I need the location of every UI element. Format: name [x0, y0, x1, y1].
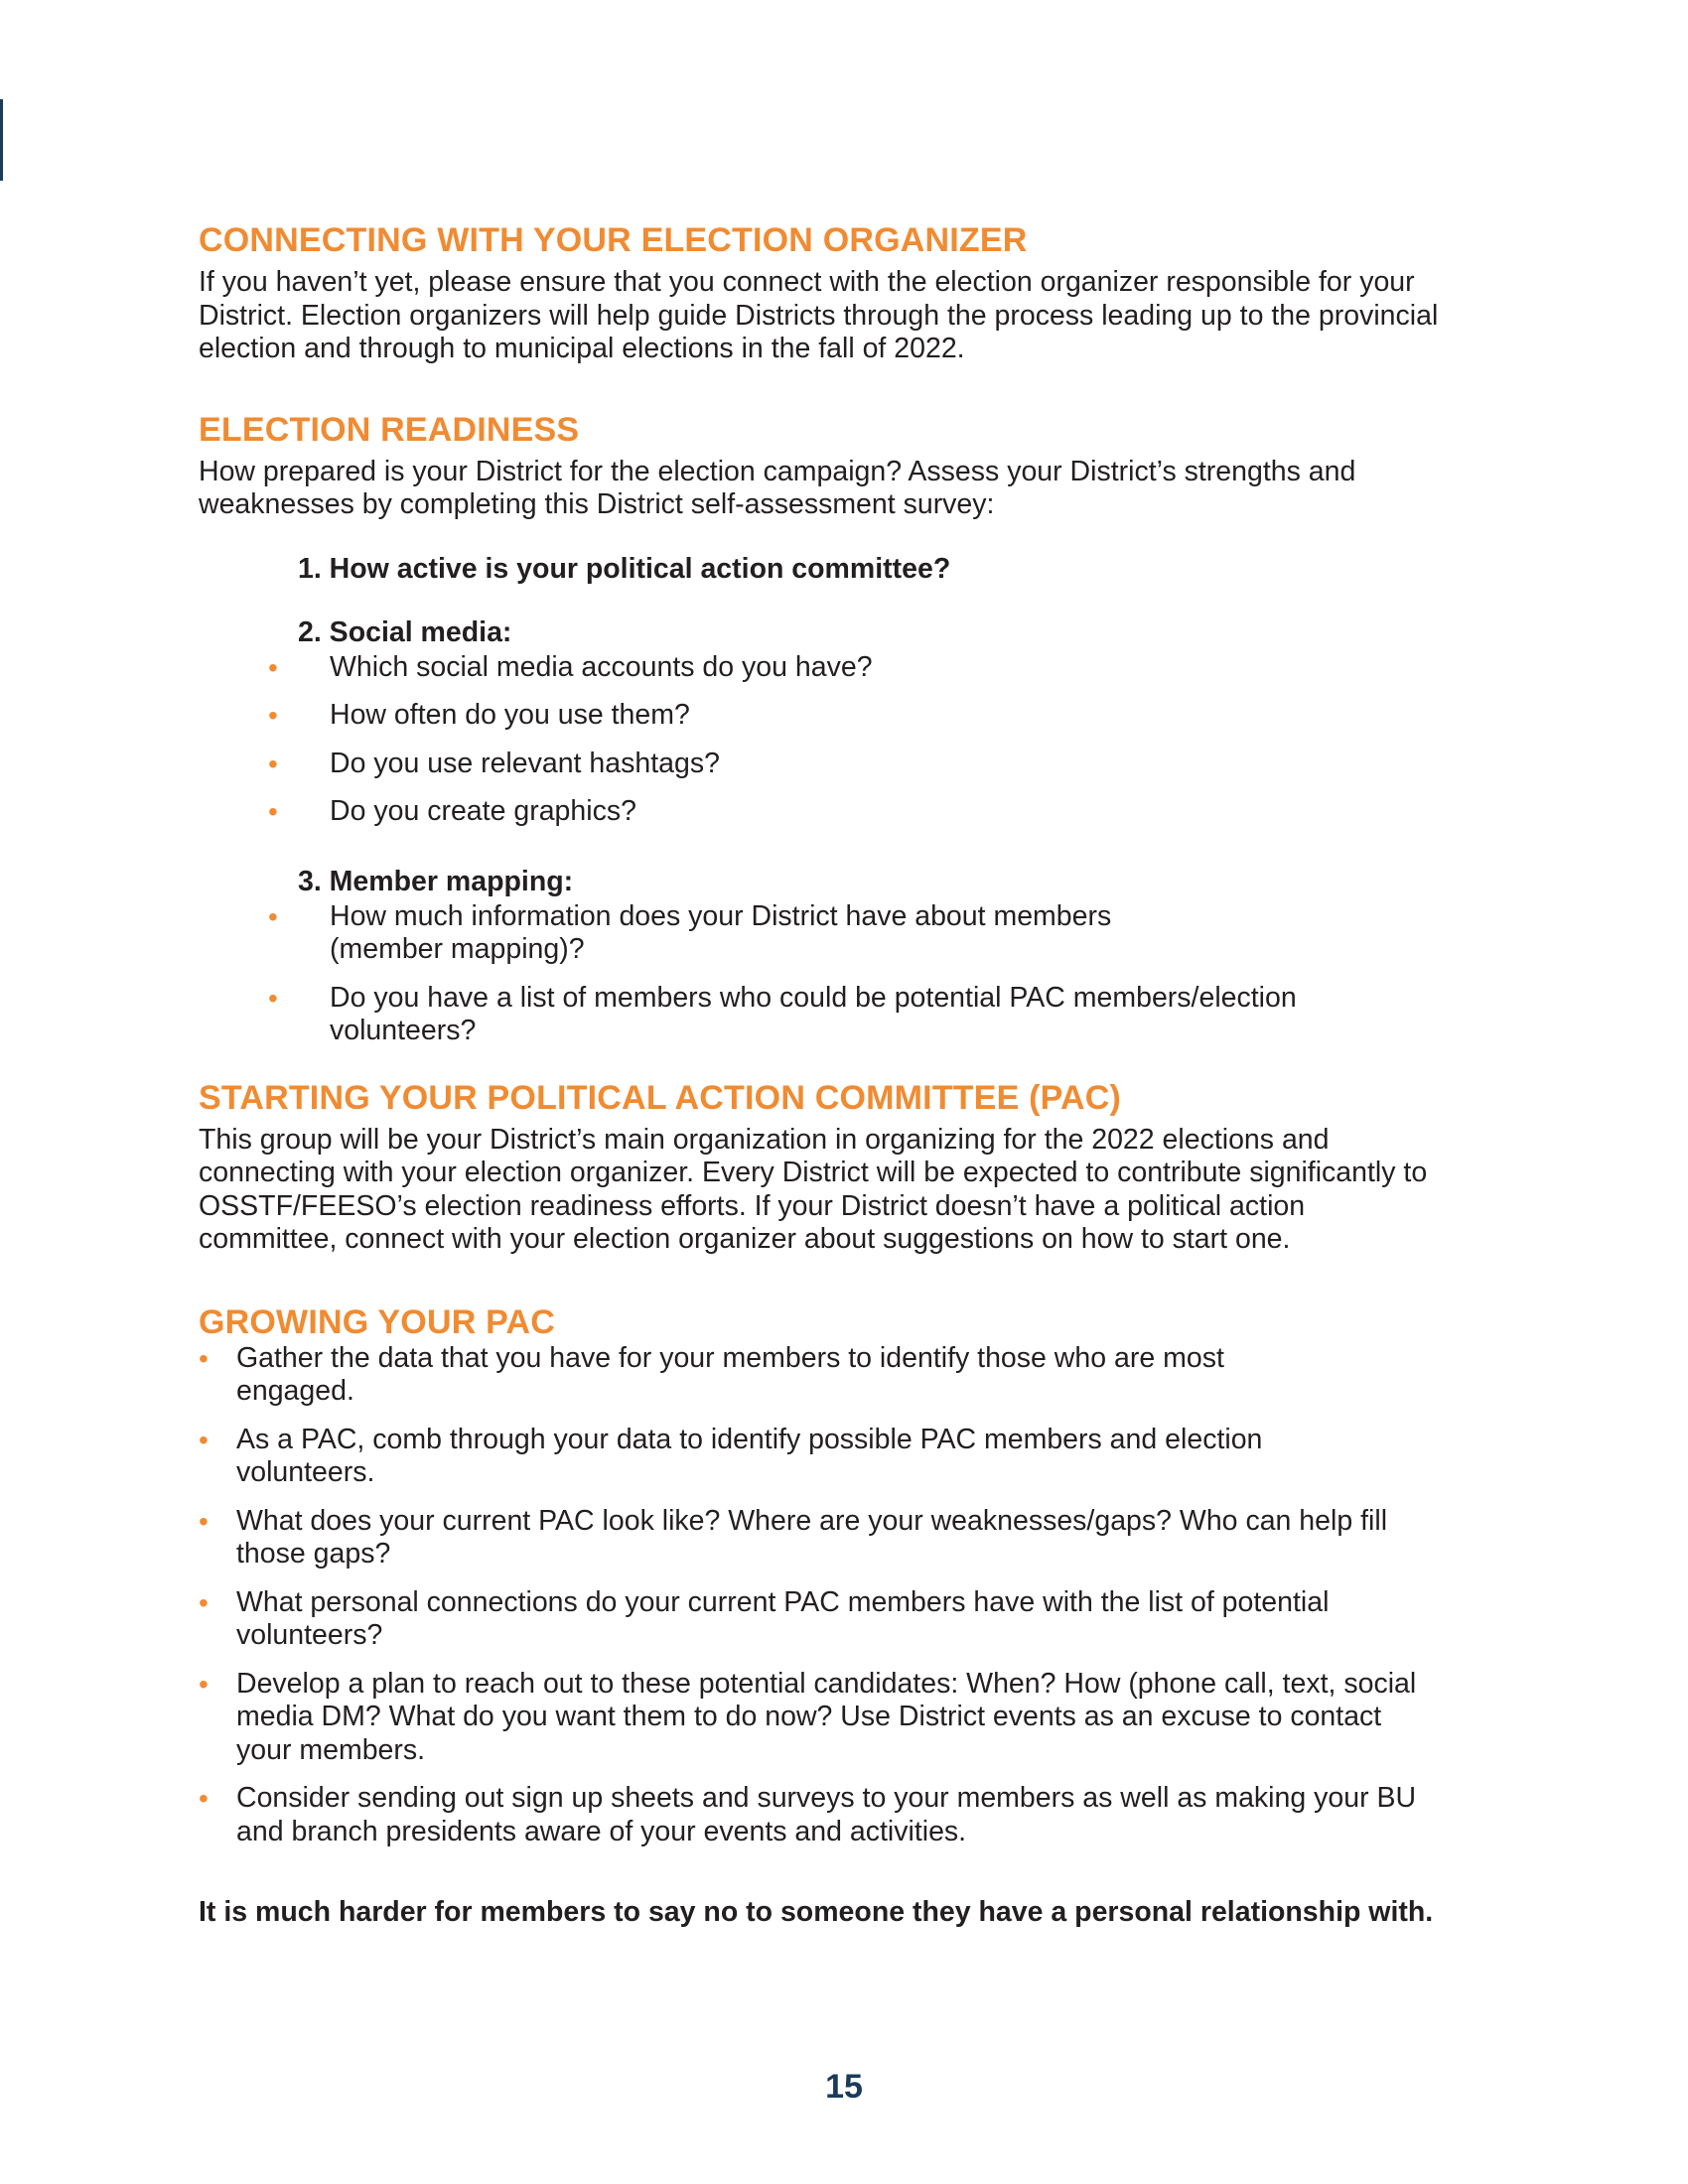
question-title: 2. Social media: [298, 615, 512, 648]
list-item [199, 1668, 1430, 1768]
bullet-icon: • [268, 748, 278, 779]
body-connecting: If you haven’t yet, please ensure that you connect with the election organizer responsible for your District. Election organizers will help guide Districts through the process leading up to the provincial election and through to municipal elections in the fall of 2022. [199, 266, 1439, 364]
section-growing [199, 1302, 1479, 1849]
list-item-text: Do you have a list of members who could be potential PAC members/election volunteers? [330, 981, 1297, 1046]
list-item [199, 1782, 1430, 1848]
question-title: 1. How active is your political action committee? [298, 552, 951, 585]
bullet-icon: • [199, 1783, 209, 1814]
list-item-text: Gather the data that you have for your members to identify those who are most engaged. [236, 1341, 1224, 1407]
bullet-icon: • [268, 651, 278, 683]
question-3 [268, 865, 1479, 1048]
bullet-icon: • [268, 796, 278, 827]
list-item [268, 982, 1430, 1048]
list-item [268, 748, 1479, 781]
bullet-icon: • [199, 1505, 209, 1537]
heading-growing: GROWING YOUR PAC [199, 1302, 555, 1341]
question-1 [298, 552, 1479, 586]
list-item-text: What does your current PAC look like? Where are your weaknesses/gaps? Who can help fill those gaps? [236, 1504, 1388, 1570]
list-item [268, 795, 1479, 829]
list-item [268, 651, 1479, 685]
bullet-icon: • [199, 1586, 209, 1618]
question-2 [268, 615, 1479, 829]
body-readiness: How prepared is your District for the election campaign? Assess your District’s strengths and weaknesses by completing this District self-assessment survey: [199, 455, 1356, 520]
body-starting: This group will be your District’s main organization in organizing for the 2022 elections and connecting with your election organizer. Every District will be expected to contribute significantly to OSSTF/FEESO’s election readiness efforts. If your District doesn’t have a political action committee, connect with your election organizer about suggestions on how to start one. [199, 1123, 1428, 1255]
closing-statement: It is much harder for members to say no to someone they have a personal relationship with. [199, 1896, 1434, 1928]
list-item-text: As a PAC, comb through your data to identify possible PAC members and election volunteers. [236, 1423, 1263, 1488]
list-item-text: Develop a plan to reach out to these potential candidates: When? How (phone call, text, social media DM? What do you want them to do now? Use District events as an excuse to contact your members. [236, 1667, 1417, 1766]
page-number: 15 [825, 2068, 863, 2106]
bullet-icon: • [268, 982, 278, 1014]
list-item [268, 900, 1213, 967]
list-item-text: Do you use relevant hashtags? [330, 747, 720, 779]
list-item [199, 1586, 1430, 1653]
page-content [199, 220, 1479, 1930]
bullet-icon: • [268, 900, 278, 932]
edge-mark [0, 99, 3, 181]
list-item [199, 1342, 1269, 1409]
question-title: 3. Member mapping: [298, 865, 574, 897]
list-item-text: Which social media accounts do you have? [330, 650, 873, 683]
heading-readiness: ELECTION READINESS [199, 410, 580, 449]
question-3-list [268, 899, 1430, 1048]
list-item-text: What personal connections do your current PAC members have with the list of potential volunteers? [236, 1585, 1330, 1651]
list-item [268, 699, 1479, 733]
growing-list [199, 1342, 1430, 1849]
section-readiness [199, 410, 1479, 1048]
section-starting [199, 1078, 1479, 1257]
list-item-text: Consider sending out sign up sheets and surveys to your members as well as making your BU and branch presidents aware of your events and activities. [236, 1782, 1417, 1847]
bullet-icon: • [268, 700, 278, 731]
list-item [199, 1424, 1269, 1490]
heading-connecting: CONNECTING WITH YOUR ELECTION ORGANIZER [199, 221, 1028, 259]
list-item-text: How much information does your District have about members (member mapping)? [330, 899, 1112, 965]
bullet-icon: • [199, 1668, 209, 1700]
list-item-text: Do you create graphics? [330, 795, 636, 827]
bullet-icon: • [199, 1342, 209, 1374]
heading-starting: STARTING YOUR POLITICAL ACTION COMMITTEE (PAC) [199, 1078, 1122, 1117]
list-item-text: How often do you use them? [330, 699, 690, 731]
section-connecting [199, 220, 1479, 366]
question-2-list [268, 650, 1479, 829]
list-item [199, 1505, 1430, 1571]
bullet-icon: • [199, 1424, 209, 1455]
